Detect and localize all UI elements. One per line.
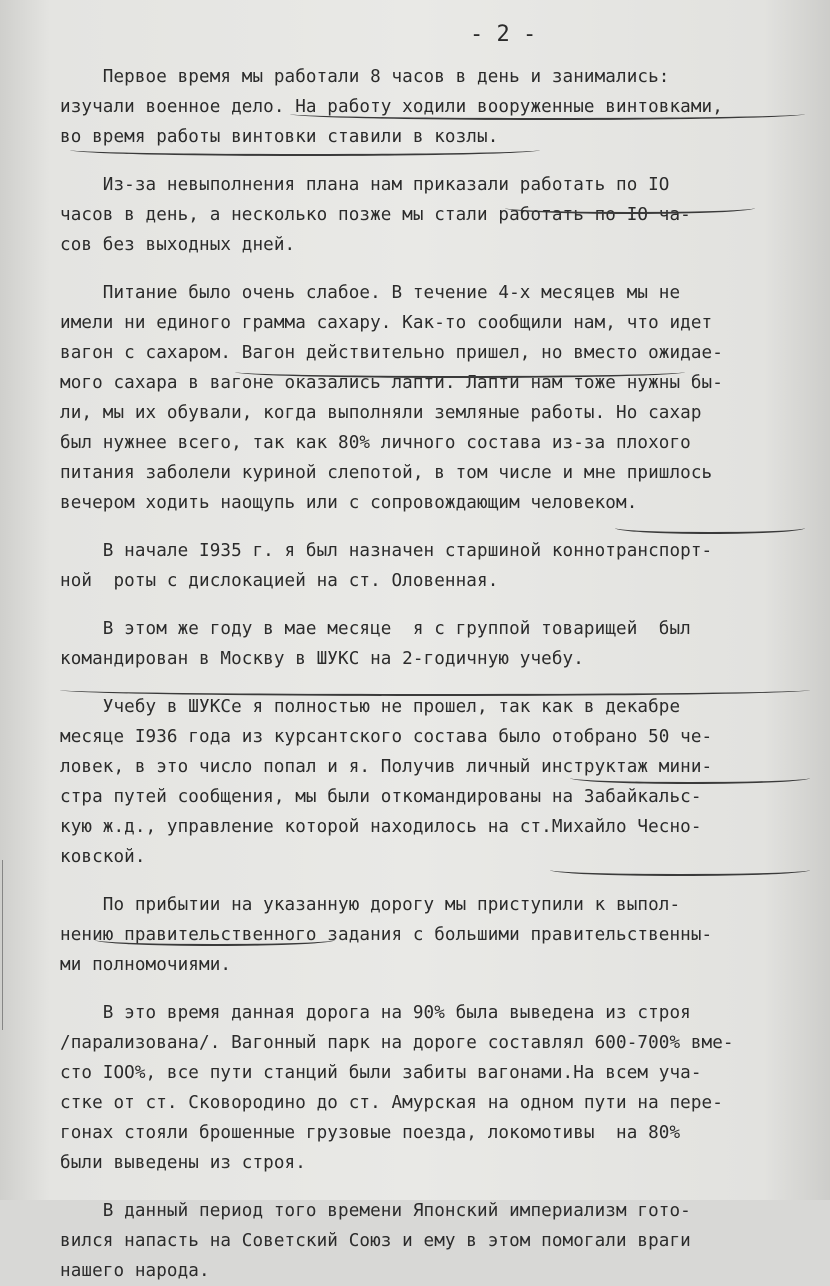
text-line: вагон с сахаром. Вагон действительно пришел, но вместо ожидае- [60,343,723,363]
text-line: вечером ходить наощупь или с сопровождающим человеком. [60,493,638,513]
text-line: Учебу в ШУКСе я полностью не прошел, так как в декабре [60,697,681,717]
text-line: были выведены из строя. [60,1153,306,1173]
text-line: В это время данная дорога на 90% была выведена из строя [60,1003,691,1023]
text-line: имели ни единого грамма сахару. Как-то сообщили нам, что идет [60,313,713,333]
text-line: командирован в Москву в ШУКС на 2-годичную учебу. [60,649,584,669]
text-line: В начале I935 г. я был назначен старшиной коннотранспорт- [60,541,713,561]
text-line: В этом же году в мае месяце я с группой товарищей был [60,619,691,639]
pencil-underline [235,362,685,378]
text-line: часов в день, а несколько позже мы стали работать по IO ча- [60,205,691,225]
pencil-underline [570,770,810,784]
text-line: ми полномочиями. [60,955,232,975]
text-line: во время работы винтовки ставили в козлы. [60,127,499,147]
text-line: По прибытии на указанную дорогу мы приступили к выпол- [60,895,681,915]
text-line: стке от ст. Сковородино до ст. Амурская на одном пути на пере- [60,1093,723,1113]
text-line: сов без выходных дней. [60,235,296,255]
text-line: месяце I936 года из курсантского состава было отобрано 50 че- [60,727,713,747]
text-line: Первое время мы работали 8 часов в день и занимались: [60,67,670,87]
text-line: кую ж.д., управление которой находилось на ст.Михайло Чесно- [60,817,702,837]
text-line: ной роты с дислокацией на ст. Оловенная. [60,571,499,591]
page-number: - 2 - [470,22,537,47]
paragraph [60,278,822,518]
pencil-underline [60,680,810,696]
margin-mark [2,860,3,1030]
pencil-underline [615,520,805,534]
document-body [60,62,822,1286]
text-line: мого сахара в вагоне оказались лапти. Лапти нам тоже нужны бы- [60,373,723,393]
pencil-underline [290,108,805,120]
text-line: ловек, в это число попал и я. Получив личный инструктаж мини- [60,757,713,777]
pencil-underline [70,140,540,156]
text-line: был нужнее всего, так как 80% личного состава из-за плохого [60,433,691,453]
paragraph [60,614,822,674]
text-line: гонах стояли брошенные грузовые поезда, локомотивы на 80% [60,1123,681,1143]
text-line: вился напасть на Советский Союз и ему в этом помогали враги [60,1231,691,1251]
text-line: нению правительственного задания с большими правительственны- [60,925,713,945]
paragraph [60,536,822,596]
pencil-underline [550,862,810,876]
pencil-underline [505,202,755,214]
text-line: изучали военное дело. На работу ходили вооруженные винтовками, [60,97,723,117]
paragraph [60,170,822,260]
text-line: стра путей сообщения, мы были откомандированы на Забайкальс- [60,787,702,807]
text-line: нашего народа. [60,1261,210,1281]
paragraph [60,1196,822,1286]
text-line: ковской. [60,847,146,867]
paragraph [60,998,822,1178]
text-line: сто IOO%, все пути станций были забиты вагонами.На всем уча- [60,1063,702,1083]
text-line: /парализована/. Вагонный парк на дороге составлял 600-700% вме- [60,1033,734,1053]
text-line: Из-за невыполнения плана нам приказали работать по IO [60,175,670,195]
pencil-underline [95,934,335,946]
text-line: Питание было очень слабое. В течение 4-х месяцев мы не [60,283,681,303]
text-line: ли, мы их обували, когда выполняли земляные работы. Но сахар [60,403,702,423]
paragraph [60,62,822,152]
text-line: питания заболели куриной слепотой, в том числе и мне пришлось [60,463,713,483]
text-line: В данный период того времени Японский империализм гото- [60,1201,691,1221]
